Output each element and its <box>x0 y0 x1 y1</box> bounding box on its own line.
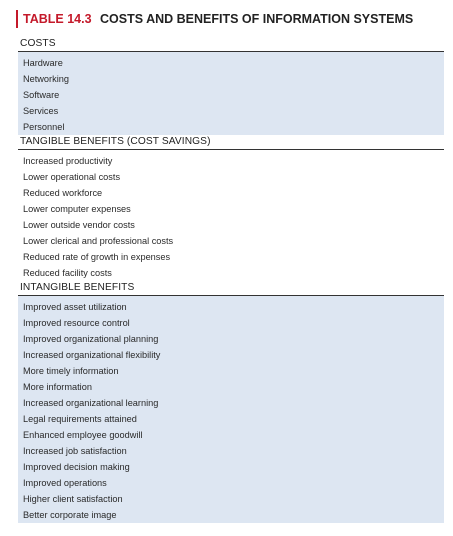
intangible-benefits-list <box>18 296 444 523</box>
table-caption <box>16 10 413 28</box>
list-item: Enhanced employee goodwill <box>23 430 143 440</box>
list-item: Increased organizational flexibility <box>23 350 161 360</box>
list-item: Hardware <box>23 58 63 68</box>
costs-list <box>18 52 444 135</box>
list-item: Improved resource control <box>23 318 130 328</box>
section-heading-tangible-benefits: TANGIBLE BENEFITS (COST SAVINGS) <box>20 136 211 147</box>
list-item: Personnel <box>23 122 65 132</box>
list-item: Reduced rate of growth in expenses <box>23 252 171 262</box>
list-item: Services <box>23 106 59 116</box>
costs-benefits-table <box>18 37 444 523</box>
section-heading-intangible-benefits: INTANGIBLE BENEFITS <box>20 282 135 293</box>
list-item: Increased job satisfaction <box>23 446 127 456</box>
tangible-benefits-list <box>18 150 444 281</box>
list-item: Higher client satisfaction <box>23 494 123 504</box>
list-item: Lower clerical and professional costs <box>23 236 174 246</box>
list-item: Improved asset utilization <box>23 302 127 312</box>
list-item: Improved organizational planning <box>23 334 159 344</box>
list-item: Lower outside vendor costs <box>23 220 135 230</box>
list-item: More information <box>23 382 92 392</box>
list-item: Networking <box>23 74 69 84</box>
list-item: Reduced workforce <box>23 188 103 198</box>
table-number: TABLE 14.3 <box>23 12 92 26</box>
list-item: Improved operations <box>23 478 107 488</box>
list-item: Software <box>23 90 60 100</box>
table-title: COSTS AND BENEFITS OF INFORMATION SYSTEMS <box>100 12 414 26</box>
list-item: More timely information <box>23 366 119 376</box>
list-item: Increased organizational learning <box>23 398 159 408</box>
list-item: Lower computer expenses <box>23 204 131 214</box>
list-item: Better corporate image <box>23 510 117 520</box>
list-item: Legal requirements attained <box>23 414 137 424</box>
list-item: Increased productivity <box>23 156 113 166</box>
list-item: Reduced facility costs <box>23 268 112 278</box>
list-item: Lower operational costs <box>23 172 121 182</box>
section-heading-costs: COSTS <box>20 38 56 49</box>
list-item: Improved decision making <box>23 462 130 472</box>
